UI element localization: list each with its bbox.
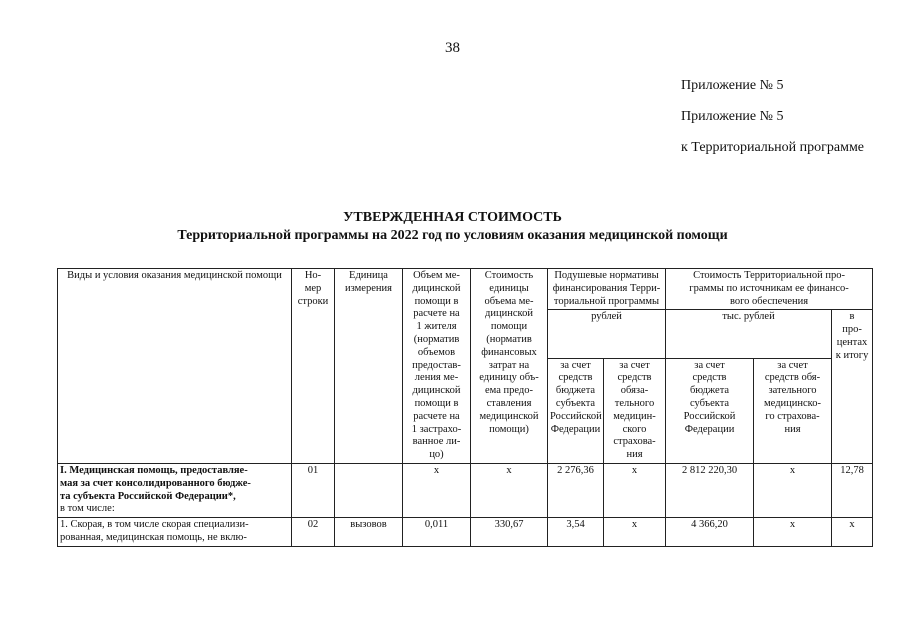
header-rubles: рублей — [548, 310, 666, 358]
row-name-extra: в том числе: — [60, 503, 115, 515]
row-unit — [335, 463, 403, 517]
table-header — [58, 269, 873, 464]
row-per-capita-budget: 2 276,36 — [548, 463, 604, 517]
row-cost-budget: 2 812 220,30 — [666, 463, 754, 517]
table-row — [58, 463, 873, 517]
row-percent: х — [832, 518, 873, 547]
row-per-capita-oms: х — [604, 518, 666, 547]
row-cost-oms: х — [754, 518, 832, 547]
row-per-capita-budget: 3,54 — [548, 518, 604, 547]
page-number: 38 — [445, 40, 460, 56]
header-kinds: Виды и условия оказания медицинской помощи — [58, 269, 292, 464]
appendix-line-1: Приложение № 5 — [681, 78, 784, 93]
header-per-capita-oms: за счет средств обяза- тельного медицин- ского страхова- ния — [604, 358, 666, 463]
header-volume: Объем ме- дицинской помощи в расчете на 1 жителя (норматив объемов предостав- ления ме- дицинской помощи в расчете на 1 застрахо- ванное ли- цо) — [403, 269, 471, 464]
header-per-capita-group: Подушевые нормативы финансирования Терри- ториальной программы — [548, 269, 666, 310]
header-row-number: Но- мер строки — [292, 269, 335, 464]
row-name-cell — [58, 463, 292, 517]
row-name-bold: I. Медицинская помощь, предоставляе- мая за счет консолидированного бюдже- та субъекта Российской Федерации*, — [60, 464, 251, 502]
header-cost-per-unit: Стоимость единицы объема ме- дицинской помощи (норматив финансовых затрат на единицу объ- ема предо- ставления медицинской помощи) — [471, 269, 548, 464]
row-number: 02 — [292, 518, 335, 547]
appendix-line-2: Приложение № 5 — [681, 109, 784, 124]
row-unit: вызовов — [335, 518, 403, 547]
row-number: 01 — [292, 463, 335, 517]
row-cost-per-unit: 330,67 — [471, 518, 548, 547]
row-per-capita-oms: х — [604, 463, 666, 517]
table-row — [58, 518, 873, 547]
document-title: УТВЕРЖДЕННАЯ СТОИМОСТЬ — [343, 210, 562, 225]
row-volume: х — [403, 463, 471, 517]
header-cost-oms: за счет средств обя- зательного медицинско- го страхова- ния — [754, 358, 832, 463]
appendix-line-3: к Территориальной программе — [681, 140, 865, 155]
row-volume: 0,011 — [403, 518, 471, 547]
cost-table — [57, 268, 873, 547]
header-per-capita-budget: за счет средств бюджета субъекта Российской Федерации — [548, 358, 604, 463]
row-cost-budget: 4 366,20 — [666, 518, 754, 547]
row-cost-oms: х — [754, 463, 832, 517]
header-unit: Единица измерения — [335, 269, 403, 464]
row-name-cell: 1. Скорая, в том числе скорая специализи- рованная, медицинская помощь, не вклю- — [58, 518, 292, 547]
header-percent: в про- центах к итогу — [832, 310, 873, 464]
header-cost-budget: за счет средств бюджета субъекта Российской Федерации — [666, 358, 754, 463]
document-subtitle: Территориальной программы на 2022 год по условиям оказания медицинской помощи — [177, 228, 728, 243]
header-cost-group: Стоимость Территориальной про- граммы по источникам ее финансо- вого обеспечения — [666, 269, 873, 310]
row-percent: 12,78 — [832, 463, 873, 517]
header-thousand-rubles: тыс. рублей — [666, 310, 832, 358]
row-cost-per-unit: х — [471, 463, 548, 517]
